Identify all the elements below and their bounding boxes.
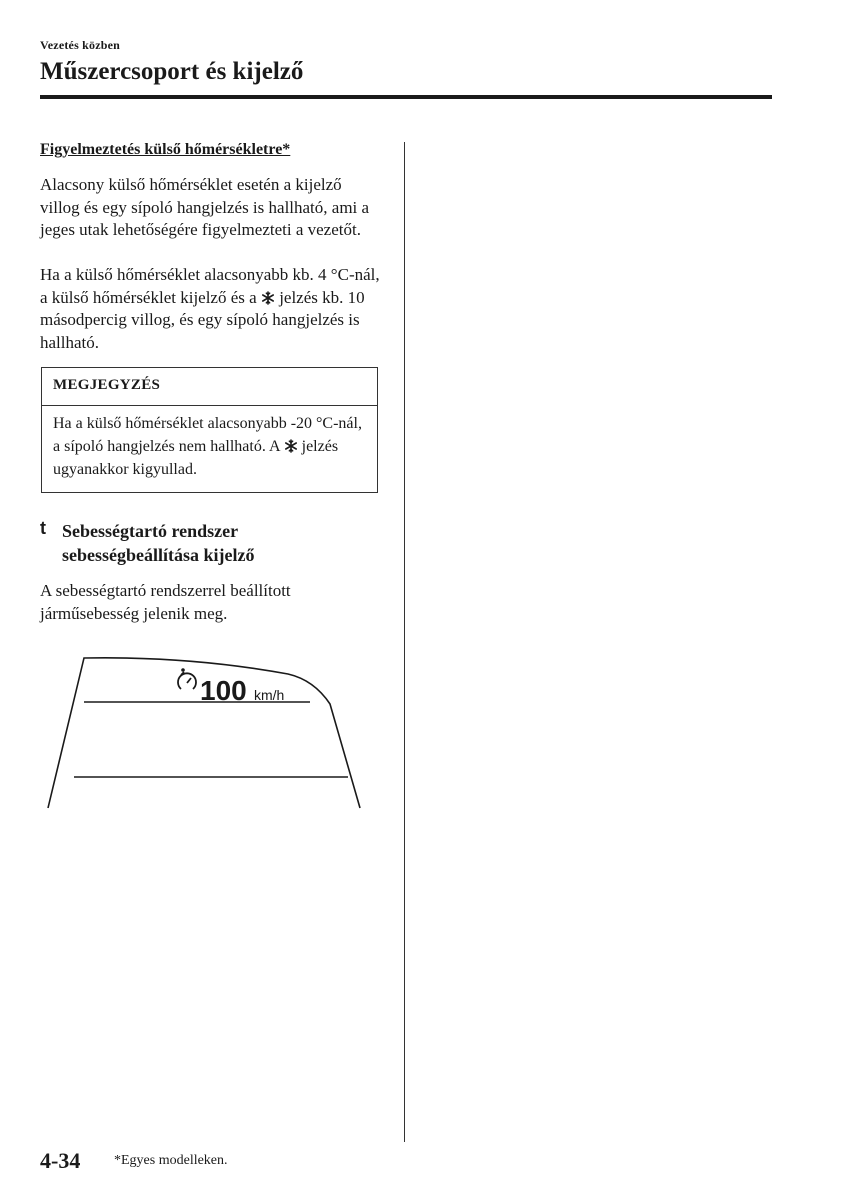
snowflake-icon	[284, 439, 298, 453]
note-text	[42, 406, 377, 481]
warning-paragraph-2	[40, 264, 385, 354]
cruise-heading: Sebességtartó rendszer sebességbeállítása kijelző	[62, 521, 255, 565]
page-number: 4-34	[40, 1148, 81, 1173]
speed-unit: km/h	[254, 687, 285, 703]
snowflake-icon	[261, 291, 275, 305]
note-box	[41, 367, 378, 493]
cruise-paragraph: A sebességtartó rendszerrel beállított járműsebesség jelenik meg.	[40, 581, 291, 623]
page-title: Műszercsoport és kijelző	[40, 58, 304, 85]
cruise-control-icon	[178, 668, 196, 689]
warning-paragraph-1: Alacsony külső hőmérséklet esetén a kijelző villog és egy sípoló hangjelzés is hallható, ami a jeges utak lehetőségére figyelmezteti a vezetőt.	[40, 175, 370, 239]
note-heading: MEGJEGYZÉS	[42, 368, 377, 406]
note-text-start: Ha a külső hőmérséklet alacsonyabb -20 °C-nál, a sípoló hangjelzés nem hallható. A	[53, 415, 362, 455]
note-text-end: jelzés ugyanakkor kigyullad.	[53, 438, 339, 478]
section-label: Vezetés közben	[40, 38, 121, 52]
footnote: *Egyes modelleken.	[114, 1153, 228, 1168]
title-rule	[40, 95, 772, 99]
warning-heading: Figyelmeztetés külső hőmérsékletre*	[40, 141, 291, 158]
cruise-display-figure	[40, 648, 370, 814]
speed-value: 100	[200, 675, 247, 706]
section-marker: t	[40, 518, 46, 538]
column-divider	[404, 142, 405, 1142]
warning-paragraph-2-end: jelzés kb. 10 másodpercig villog, és egy sípoló hangjelzés is hallható.	[40, 287, 365, 352]
warning-paragraph-2-start: Ha a külső hőmérséklet alacsonyabb kb. 4 °C-nál, a külső hőmérséklet kijelző és a	[40, 265, 380, 307]
